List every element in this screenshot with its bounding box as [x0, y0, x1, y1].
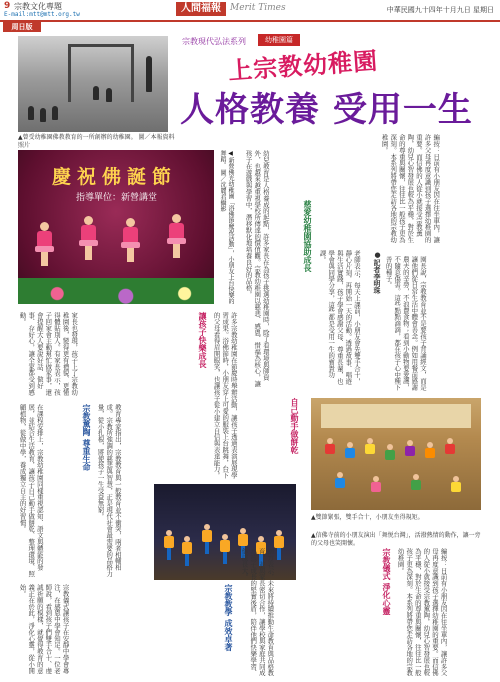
editor-note-text: 編按：日前有小朋友因在往坐車內，讓許多父母再度意識到孩子選擇幼稚園的重要。而信佛的人從小就接受宗教薰陶，幼兒心智發展也較為平穩，對於生命的尊重與關懷，往往比一般孩子更為深刻。本系列將帶您走訪各地的宗教幼稚園。 — [380, 134, 441, 243]
classroom-photo — [311, 398, 481, 510]
child-figure — [28, 106, 34, 120]
article-text: 宗教儀式讓孩子在安靜中學會專注，在感恩中學會知足。一位老師說，看到孩子們雙手合十、虔誠祈願的模樣，就覺得教育的意義正在於此，淨化心靈，從小開始。 — [18, 584, 70, 674]
article-column — [384, 256, 484, 392]
weekly-edition-tag: 周日版 — [3, 22, 41, 32]
kindergarten-history-photo — [18, 36, 168, 132]
child-figure — [365, 438, 375, 454]
performer-figure — [164, 530, 174, 560]
subhead: 自己動手做餅乾 — [290, 398, 300, 454]
child-figure — [325, 438, 335, 454]
article-column — [96, 404, 150, 580]
article-text: 幼兒教育是人格養成的起點，許多家長在為孩子挑選幼稚園時，除了看環境與師資外，也越來越重視學校所傳達的價值觀。宗教幼稚園以慈悲、感恩、惜福為核心，讓孩子在遊戲與學習中，潛移默化地培養良好的品格。 — [244, 150, 270, 387]
masthead-divider — [0, 20, 500, 22]
subhead: 宗教薰陶 尊重生命 — [82, 404, 92, 471]
subhead: 宗教儀式 淨化心靈 — [382, 548, 392, 615]
article-column — [18, 584, 218, 676]
child-figure — [93, 86, 99, 100]
adult-figure — [146, 56, 152, 92]
column-tag: 幼稚園篇 — [258, 34, 300, 46]
article-text: 園方表示，未來將持續推動生命教育與品格教育，並與家長密切合作，讓學校與家庭共同成為孩子成長的堅實後盾，陪伴他們快樂學習、健康長大。 — [240, 548, 275, 676]
child-figure — [385, 444, 395, 460]
side-caption-text: ◀新營佛光幼稚園「浴佛節慶祝活動」，小朋友上台快樂的舞蹈。 圖／沈麗君攝影 — [219, 150, 234, 304]
article-column — [18, 312, 194, 398]
child-figure — [40, 108, 46, 122]
newspaper-english-name: Merit Times — [230, 3, 286, 13]
article-column — [396, 548, 484, 676]
headline: 上宗教幼稚園 — [227, 45, 379, 86]
child-figure — [411, 474, 421, 490]
article-text: 編按：日前有小朋友因在往坐車內，讓許多父母再度意識到孩子選擇幼稚園的重要。而信佛的人從小就接受宗教薰陶，幼兒心智發展也較為平穩，對於生命的尊重與關懷，往往比一般孩子更為深刻。本系列將帶您走訪各地的宗教幼稚園。 — [396, 548, 448, 676]
child-figure — [345, 442, 355, 458]
article-column — [240, 548, 376, 676]
flower-decoration — [18, 278, 214, 304]
performer-figure — [220, 534, 230, 564]
section-name: 宗教文化專題 — [14, 2, 62, 11]
performer-figure — [182, 536, 192, 566]
newspaper-logo: 人間福報 — [176, 2, 226, 16]
subhead: 慈愛幼稚園協助成長 — [303, 200, 313, 272]
child-figure — [371, 476, 381, 492]
article-text: 教育專家指出，宗教教育與一般教育並不衝突，兩者相輔相成。宗教所強調的慈悲與智慧，正是現代社會最需要的品格力量，從小扎根，將使孩子一生受益無窮。 — [96, 404, 122, 577]
dancer-figure — [122, 218, 138, 262]
child-figure — [445, 438, 455, 454]
headline-main: 人格教養 受用一生 — [180, 90, 473, 130]
banner-subtitle: 指導單位：新營講堂 — [76, 193, 158, 203]
editor-note — [380, 134, 484, 246]
series-label: 宗教現代弘法系列 — [182, 37, 246, 46]
dancer-figure — [36, 222, 52, 266]
article-text: 在課程安排上，宗教幼稚園同樣重視認知、語文與體能的發展，並結合生活教育，讓孩子自己動手做餅乾、整理環境、照顧植物，從做中學，養成獨立自主的好習慣。 — [18, 404, 44, 577]
dancer-figure — [168, 214, 184, 258]
masthead — [0, 0, 500, 22]
photo-caption: ▲曾受幼稚園佛教教育的一所創辦的幼稚園。 圖／本報資料照片 — [18, 134, 175, 149]
dancer-figure — [80, 216, 96, 260]
classroom-caption: ▲雙節緊張，雙手合十，小朋友坐得規矩。 — [311, 514, 424, 521]
child-figure — [451, 476, 461, 492]
child-figure — [405, 440, 415, 456]
article-column — [18, 404, 78, 580]
performer-figure — [202, 524, 212, 554]
article-text: 家長也發現，孩子上了宗教幼稚園後，變得更有禮貌、更懂得體貼別人。有家長表示，孩子回家會主動幫忙做家事，還會提醒大人要說好話、做好事、存好心，讓全家都受到感動。 — [18, 312, 79, 396]
classroom-wall — [321, 404, 471, 428]
contact-email[interactable]: E-mail:mtt@mtt.org.tw — [4, 11, 80, 18]
child-figure — [335, 472, 345, 488]
article-column — [212, 312, 308, 480]
article-text: 許多宗教幼稚園在節慶時舉辦活動，讓孩子透過表演展現學習成果。浴佛節時，小朋友穿上可愛的服裝上台跳舞，台下的父母看得眉開眼笑，也讓孩子從小建立自信與表達能力。 — [212, 312, 238, 479]
issue-date: 中華民國九十四年十月九日 星期日 — [386, 6, 494, 14]
performance-caption: ▲信佛寺前的小朋友演出「舞悦台灣」，活潑熱情的動作，讓一旁的父母也笑開懷。 — [311, 532, 481, 547]
swing-frame — [68, 44, 134, 102]
child-figure — [106, 88, 112, 102]
subhead: 宗教教學 成效卓著 — [224, 584, 234, 651]
buddha-birthday-photo — [18, 150, 214, 304]
side-caption — [218, 150, 240, 304]
article-text: 園長說，宗教教育並不是要孩子背誦經文，而是讓他們從日常生活中體會善念。例如用餐前感謝農夫的辛勞，不浪費食物；看到小動物要愛護，不隨意傷害。這些點點滴滴，都在孩子心中種下善的種子。 — [384, 256, 427, 391]
page-number: 9 — [4, 1, 11, 11]
subhead: 讓孩子快樂成長 — [198, 312, 208, 368]
article-text: 老師表示，每天上課前，小朋友會先雙手合十，靜心片刻，再開始一天的活動。透過故事、唱遊與生活實踐，孩子學會感謝父母、尊重長輩，也學會與同學分享，這些都是受用一生的寶貴功課。 — [318, 250, 361, 385]
byline: ●記者李明珠 — [373, 250, 382, 294]
child-figure — [425, 442, 435, 458]
banner-title: 慶祝佛誕節 — [52, 166, 178, 188]
child-figure — [52, 106, 58, 120]
article-column — [318, 250, 370, 390]
